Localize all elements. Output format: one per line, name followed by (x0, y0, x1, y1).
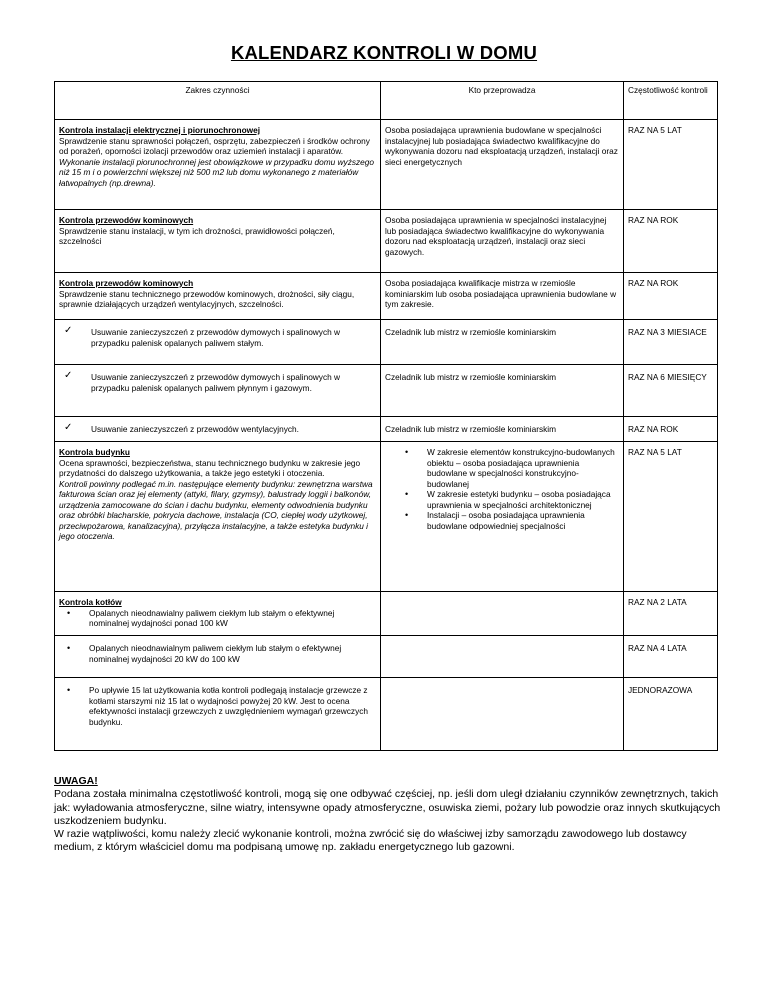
list-item: • Instalacji – osoba posiadająca uprawnienia budowlane odpowiedniej specjalności (405, 510, 585, 531)
note-paragraph-2: W razie wątpliwości, komu należy zlecić wykonanie kontroli, można zwrócić się do właściwej izby samorządu zawodowego lub dostawcy medium, z którym właściciel domu ma podpisaną umowę np. zakładu energetycznego lub gazowni. (54, 828, 687, 854)
bullet-dot-icon: • (67, 685, 71, 695)
row-heading: Kontrola przewodów kominowych (59, 215, 194, 225)
bullet-dot-icon: • (405, 489, 409, 499)
row-who-list (381, 442, 624, 592)
header-frequency: Częstotliwość kontroli (624, 82, 718, 120)
list-item: • W zakresie elementów konstrukcyjno-budowlanych obiektu – osoba posiadająca uprawnienia budowlane w specjalności konstrukcyjno-budowlanej (405, 447, 615, 489)
page-title: KALENDARZ KONTROLI W DOMU (230, 42, 538, 63)
row-frequency: RAZ NA ROK (624, 417, 718, 442)
list-item: • Opalanych nieodnawialnym paliwem ciekłym lub stałym o efektywnej nominalnej wydajności 20 kW do 100 kW (67, 643, 342, 664)
row-who: Czeladnik lub mistrz w rzemiośle kominiarskim (381, 365, 624, 417)
row-who: Czeladnik lub mistrz w rzemiośle kominiarskim (381, 320, 624, 365)
row-frequency: RAZ NA 5 LAT (624, 442, 718, 592)
table-row (55, 417, 718, 442)
header-scope: Zakres czynności (55, 82, 381, 120)
row-italic-note: Wykonanie instalacji piorunochronnej jest obowiązkowe w przypadku domu wyższego niż 15 m i o powierzchni większej niż 500 m2 lub domu wykonanego z materiałów łatwopalnych (np.drewna). (59, 156, 374, 188)
check-mark-icon: ✓ (64, 325, 73, 336)
row-frequency: RAZ NA 4 LATA (624, 636, 718, 678)
row-heading: Kontrola przewodów kominowych (59, 278, 194, 288)
control-calendar-table (54, 81, 718, 751)
check-mark-icon: ✓ (64, 422, 73, 433)
check-mark-icon: ✓ (64, 370, 73, 381)
row-description: Ocena sprawności, bezpieczeństwa, stanu technicznego budynku w zakresie jego przydatności do dalszego użytkowania, a także jego estetyki i otoczenia. (59, 457, 361, 478)
row-who: Osoba posiadająca kwalifikacje mistrza w rzemiośle kominiarskim lub osoba posiadająca uprawnienia budowlane w tym zakresie. (381, 273, 624, 320)
row-description: Sprawdzenie stanu instalacji, w tym ich drożności, prawidłowości połączeń, szczelności (59, 225, 335, 246)
table-row (55, 678, 718, 751)
row-heading: Kontrola kotłów (59, 597, 122, 607)
row-frequency: RAZ NA 5 LAT (624, 120, 718, 210)
note-heading: UWAGA! (54, 775, 98, 787)
warning-note (54, 775, 724, 855)
bullet-dot-icon: • (405, 447, 409, 457)
list-item: • Opalanych nieodnawialny paliwem ciekłym lub stałym o efektywnej nominalnej wydajności ponad 100 kW (67, 607, 335, 628)
header-who: Kto przeprowadza (381, 82, 624, 120)
bullet-dot-icon: • (67, 643, 71, 653)
bullet-dot-icon: • (405, 510, 409, 520)
table-row (55, 273, 718, 320)
bullet-dot-icon: • (67, 607, 71, 618)
row-frequency: RAZ NA 2 LATA (624, 592, 718, 636)
row-description: Sprawdzenie stanu technicznego przewodów kominowych, drożności, siły ciągu, sprawnie działających urządzeń wentylacyjnych, szczelności. (59, 288, 355, 309)
list-item: • Po upływie 15 lat użytkowania kotła kontroli podlegają instalacje grzewcze z kotłami starszymi niż 15 lat o wydajności powyżej 20 kW. Jest to ocena efektywności instalacji grzewczych z uwzględnieniem wymagań grzewczych budynku. (67, 685, 368, 727)
row-who: Osoba posiadająca uprawnienia budowlane w specjalności instalacyjnej lub posiadająca świadectwo kwalifikacyjne do wykonywania dozoru nad eksploatacją urządzeń, instalacji oraz sieci energetycznych (381, 120, 624, 210)
table-row (55, 592, 718, 636)
table-row (55, 365, 718, 417)
table-row (55, 442, 718, 592)
row-description: Sprawdzenie stanu sprawności połączeń, osprzętu, zabezpieczeń i środków ochrony od porażeń, oporności izolacji przewodów oraz uziemień instalacji i aparatów. (59, 135, 370, 156)
row-frequency: RAZ NA ROK (624, 210, 718, 273)
table-row (55, 320, 718, 365)
table-row (55, 120, 718, 210)
row-frequency: RAZ NA 3 MIESIACE (624, 320, 718, 365)
row-heading: Kontrola instalacji elektrycznej i piorunochronowej (59, 125, 261, 135)
row-frequency: JEDNORAZOWA (624, 678, 718, 751)
row-who (381, 678, 624, 751)
note-paragraph-1: Podana została minimalna częstotliwość kontroli, mogą się one odbywać częściej, np. jeśli dom uległ działaniu czynników zewnętrznych, takich jak: wyładowania atmosferyczne, silne wiatry, intensywne opady atmosferyczne, osuwiska ziemi, pożary lub powodzie oraz innych skutkujących uszkodzeniem budynku. (54, 788, 721, 827)
row-description: Usuwanie zanieczyszczeń z przewodów dymowych i spalinowych w przypadku palenisk opalanych paliwem stałym. (91, 327, 341, 348)
list-item: • W zakresie estetyki budynku – osoba posiadająca uprawnienia w specjalności architektonicznej (405, 489, 611, 510)
row-italic-note: Kontroli powinny podlegać m.in. następujące elementy budynku: zewnętrzna warstwa fakturowa ścian oraz jej elementy (attyki, filary, gzymsy), balustrady loggii i balkonów, urządzenia zamocowane do ścian i dachu budynku, elementy odwodnienia budynku oraz obróbki blacharskie, pokrycia dachowe, instalacja (CO, ciepłej wody użytkowej, przeciwpożarowa, kanalizacyjna), przyłącza instalacyjne, a także estetyka budynku i jego otoczenia. (59, 478, 373, 541)
row-frequency: RAZ NA 6 MIESIĘCY (624, 365, 718, 417)
row-who: Czeladnik lub mistrz w rzemiośle kominiarskim (381, 417, 624, 442)
row-description: Usuwanie zanieczyszczeń z przewodów dymowych i spalinowych w przypadku palenisk opalanych paliwem płynnym i gazowym. (91, 372, 341, 393)
table-row (55, 636, 718, 678)
row-who (381, 592, 624, 636)
row-frequency: RAZ NA ROK (624, 273, 718, 320)
row-heading: Kontrola budynku (59, 447, 130, 457)
row-description: Usuwanie zanieczyszczeń z przewodów wentylacyjnych. (91, 424, 299, 434)
row-who (381, 636, 624, 678)
row-who: Osoba posiadająca uprawnienia w specjalności instalacyjnej lub posiadająca świadectwo kwalifikacyjne do wykonywania dozoru nad eksploatacją urządzeń, instalacji oraz sieci gazowych. (381, 210, 624, 273)
table-row (55, 210, 718, 273)
table-header-row (55, 82, 718, 120)
